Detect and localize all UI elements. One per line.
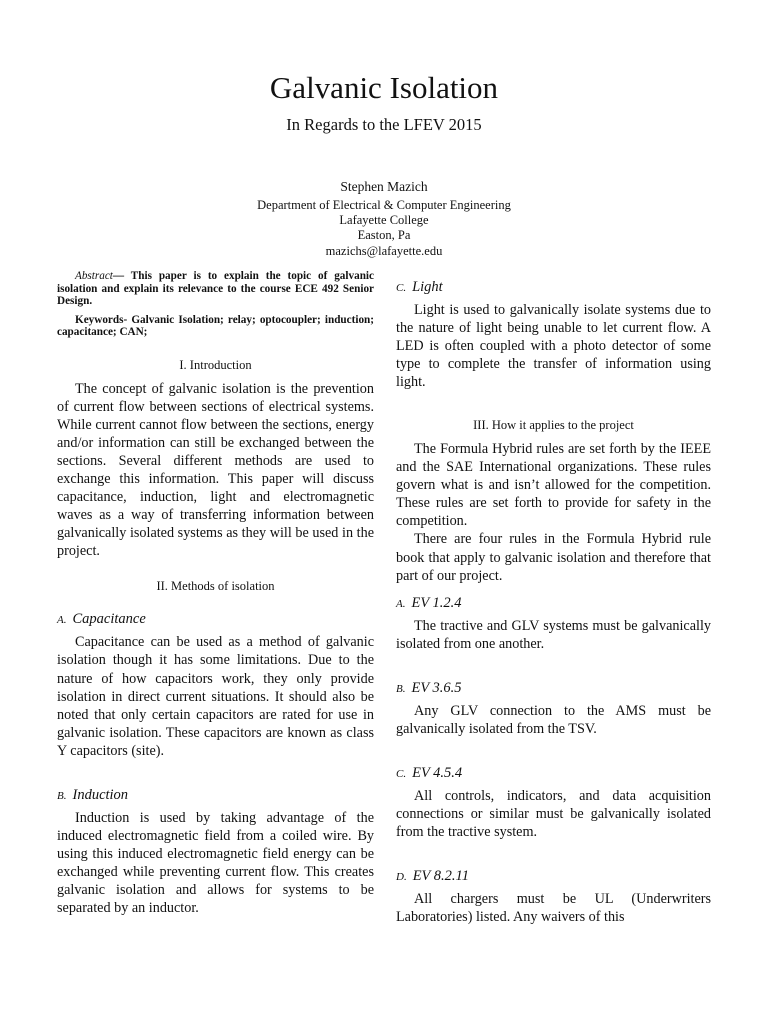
affiliation-location: Easton, Pa (357, 228, 411, 243)
affiliation-department: Department of Electrical & Computer Engineering (257, 198, 511, 212)
introduction-paragraph: The concept of galvanic isolation is the prevention of current flow between sections of electrical systems. While current cannot flow between the sections, energy and/or information can still be exchanged between the sections. Several different methods are used to exchange this information. This paper will discuss capacitance, induction, light and electromagnetic waves as a way of transferring information between galvanically isolated systems as they will be used in the project. (57, 380, 374, 560)
author-name: Stephen Mazich (340, 179, 428, 194)
project-paragraph-2: There are four rules in the Formula Hybrid rule book that apply to galvanic isolation and therefore that part of our project. (396, 531, 711, 584)
subsection-title: Light (412, 279, 443, 295)
subsection-letter: A. (57, 614, 67, 627)
subsection-heading-induction (57, 786, 374, 805)
section-heading-introduction: I. Introduction (179, 357, 252, 372)
project-paragraph-1: The Formula Hybrid rules are set forth by the IEEE and the SAE International organizations. These rules govern what is and isn’t allowed for the competition. These rules are set forth to provide for safety in the competition. (396, 441, 711, 530)
subsection-letter: C. (396, 282, 407, 294)
rule-letter: D. (396, 870, 407, 883)
left-column (57, 270, 374, 917)
rule-heading-ev-8-2-11 (396, 867, 711, 886)
light-paragraph: Light is used to galvanically isolate systems due to the nature of light being unable to let current flow. A LED is often coupled with a photo detector of some type to complete the transfer of information using light. (396, 302, 711, 391)
paper-title: Galvanic Isolation (269, 70, 499, 105)
right-column (396, 278, 711, 926)
subsection-heading-capacitance (57, 610, 374, 629)
rule-letter: A. (396, 597, 406, 610)
abstract-dash: — (112, 270, 125, 282)
section-heading-methods: II. Methods of isolation (156, 579, 275, 594)
rule-title: EV 3.6.5 (411, 679, 462, 696)
abstract-text: This paper is to explain the topic of galvanic isolation and explain its relevance to the course ECE 492 Senior Design. (57, 270, 374, 308)
rule-heading-ev-4-5-4 (396, 764, 711, 783)
rule-title: EV 8.2.11 (412, 867, 469, 884)
keywords: Keywords- Galvanic Isolation; relay; optocoupler; induction; capacitance; CAN; (57, 313, 374, 339)
affiliation-college: Lafayette College (339, 213, 429, 228)
rule-letter: C. (396, 767, 407, 780)
capacitance-paragraph: Capacitance can be used as a method of galvanic isolation though it has some limitations. Due to the nature of how capacitors work, they only provide isolation in direct current situations. It should also be noted that only certain capacitors are rated for use in galvanic isolation. These capacitors are known as class Y capacitors (site). (57, 634, 374, 759)
paper-subtitle: In Regards to the LFEV 2015 (286, 115, 482, 134)
subsection-title: Capacitance (72, 611, 146, 628)
rule-text-ev-1-2-4: The tractive and GLV systems must be galvanically isolated from one another. (396, 617, 711, 652)
rule-heading-ev-3-6-5 (396, 679, 711, 698)
rule-text-ev-4-5-4: All controls, indicators, and data acquisition connections or similar must be galvanically isolated from the tractive system. (396, 787, 711, 840)
abstract (57, 270, 374, 308)
rule-text-ev-3-6-5: Any GLV connection to the AMS must be galvanically isolated from the TSV. (396, 702, 711, 737)
subsection-title: Induction (72, 786, 129, 803)
induction-paragraph: Induction is used by taking advantage of the induced electromagnetic field from a coiled wire. By using this induced electromagnetic field energy can be exchanged while preventing current flow. This creates galvanic isolation and allows for systems to be separated by an inductor. (57, 809, 374, 916)
rule-title: EV 4.5.4 (412, 764, 463, 781)
subsection-heading-light (396, 278, 711, 297)
affiliation-email[interactable]: mazichs@lafayette.edu (325, 243, 443, 258)
author-affiliation (0, 198, 768, 259)
rule-letter: B. (396, 682, 406, 695)
rule-text-ev-8-2-11: All chargers must be UL (Underwriters Laboratories) listed. Any waivers of this (396, 890, 711, 925)
subsection-letter: B. (57, 789, 67, 802)
rule-title: EV 1.2.4 (411, 594, 462, 611)
abstract-lead: Abstract (75, 270, 113, 282)
section-heading-project: III. How it applies to the project (473, 418, 634, 433)
rule-heading-ev-1-2-4 (396, 594, 711, 613)
